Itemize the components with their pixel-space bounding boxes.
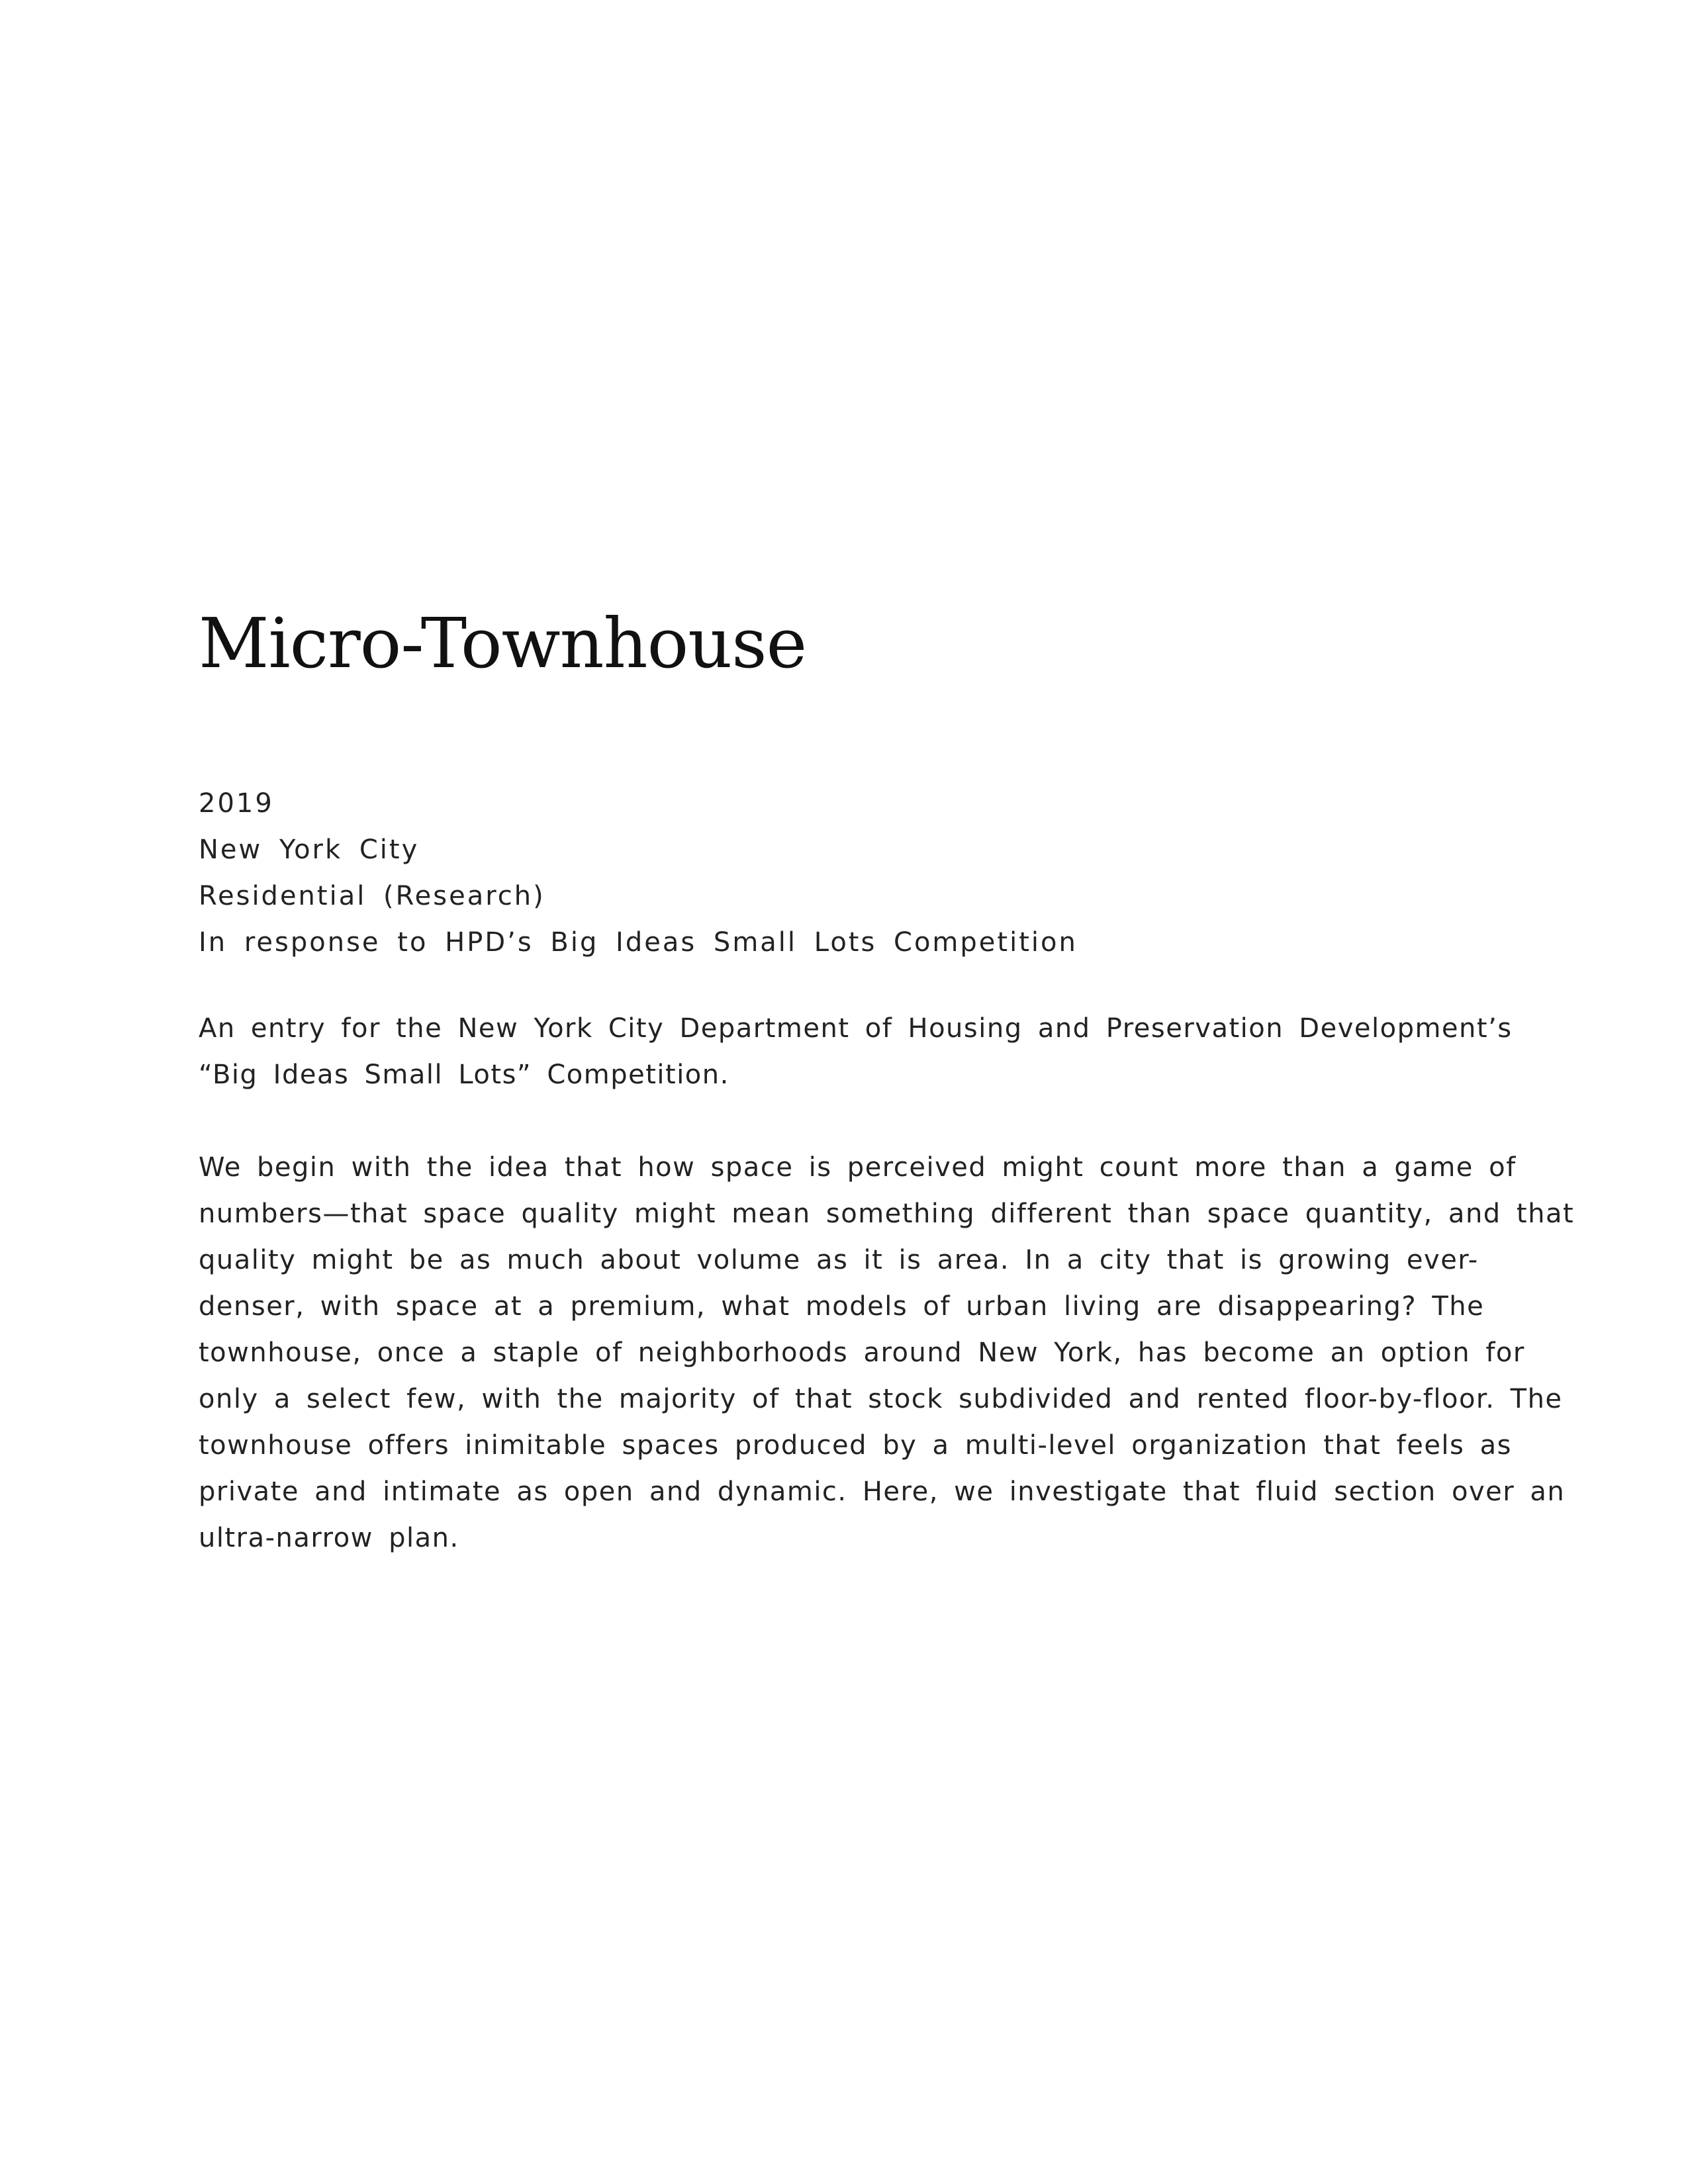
intro-paragraph: [199, 1005, 1513, 1098]
body-line: quality might be as much about volume as it is area. In a city that is growing ever-: [199, 1245, 1479, 1276]
body-paragraph: [199, 1144, 1575, 1561]
body-line: numbers—that space quality might mean something different than space quantity, and that: [199, 1199, 1575, 1230]
document-content: [199, 603, 1575, 1561]
body-line: private and intimate as open and dynamic. Here, we investigate that fluid section over an: [199, 1477, 1566, 1508]
project-location: New York City: [199, 835, 420, 866]
body-line: We begin with the idea that how space is perceived might count more than a game of: [199, 1152, 1517, 1183]
body-line: ultra-narrow plan.: [199, 1523, 459, 1554]
intro-line: An entry for the New York City Department of Housing and Preservation Development’s: [199, 1013, 1513, 1044]
project-context: In response to HPD’s Big Ideas Small Lots Competition: [199, 927, 1078, 958]
project-year: 2019: [199, 788, 274, 819]
body-line: townhouse, once a staple of neighborhoods around New York, has become an option for: [199, 1338, 1525, 1369]
body-line: townhouse offers inimitable spaces produced by a multi-level organization that feels as: [199, 1430, 1512, 1461]
body-line: only a select few, with the majority of that stock subdivided and rented floor-by-floor. The: [199, 1384, 1563, 1415]
intro-line: “Big Ideas Small Lots” Competition.: [199, 1060, 729, 1091]
document-title: Micro-Townhouse: [199, 603, 807, 684]
body-line: denser, with space at a premium, what models of urban living are disappearing? The: [199, 1291, 1485, 1322]
project-meta: [199, 780, 1489, 966]
project-type: Residential (Research): [199, 881, 545, 912]
